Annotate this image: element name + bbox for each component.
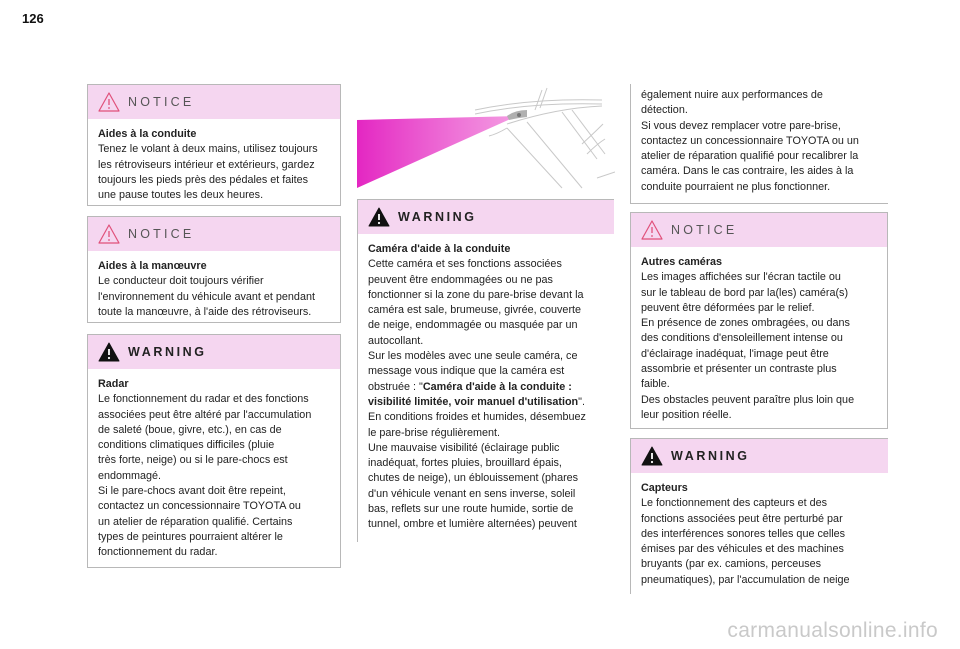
notice-header	[88, 217, 340, 251]
text-line: toujours les pieds près des pédales et faites	[98, 173, 309, 186]
text-line: endommagé.	[98, 469, 162, 482]
notice-label: NOTICE	[128, 95, 195, 109]
warning-header	[358, 200, 614, 234]
text-line	[368, 380, 604, 395]
warning-body	[631, 473, 888, 596]
text-line: pneumatiques), par l'accumulation de neige	[641, 573, 850, 586]
text-line: des conditions d'ensoleillement intense ou	[641, 332, 843, 345]
warning-outline-icon	[641, 220, 663, 240]
warning-title: Capteurs	[641, 482, 688, 494]
warning-header	[88, 335, 340, 369]
text-line: toute la manœuvre, à l'aide des rétroviseurs.	[98, 305, 312, 318]
text-line: chutes de neige), un éblouissement (phares	[368, 472, 579, 485]
text-line: fonctionnement du radar.	[98, 546, 218, 559]
text-line: d'un véhicule venant en sens inverse, soleil	[368, 487, 576, 500]
text-line: peuvent être endommagées ou ne pas	[368, 273, 553, 286]
camera-message-part-2: visibilité limitée, voir manuel d'utilisation	[368, 395, 579, 408]
warning-label: WARNING	[671, 449, 750, 463]
text-line: caméra. Dans le cas contraire, les aides à la	[641, 165, 854, 178]
camera-beam	[357, 116, 517, 188]
notice-header	[88, 85, 340, 119]
text-line: contactez un concessionnaire TOYOTA ou un	[641, 134, 859, 147]
text-line: Cette caméra et ses fonctions associées	[368, 258, 562, 271]
warning-filled-icon	[641, 446, 663, 466]
text-line: conduite pourraient ne plus fonctionner.	[641, 180, 831, 193]
notice-header	[631, 213, 887, 247]
text-line: contactez un concessionnaire TOYOTA ou	[98, 500, 301, 513]
text-line: inadéquat, fortes pluies, brouillard épais,	[368, 457, 562, 470]
warning-filled-icon	[98, 342, 120, 362]
page-number: 126	[22, 11, 44, 26]
windshield-camera-illustration	[357, 84, 615, 192]
notice-box-other-cameras	[630, 212, 888, 429]
text-line: leur position réelle.	[641, 408, 732, 421]
text-line: l'environnement du véhicule avant et pendant	[98, 290, 315, 303]
warning-box-driving-camera	[357, 199, 614, 542]
notice-label: NOTICE	[671, 223, 738, 237]
notice-box-driving-aids	[87, 84, 341, 206]
notice-title: Autres caméras	[641, 256, 723, 268]
text-line: Tenez le volant à deux mains, utilisez toujours	[98, 143, 318, 156]
text-line: Si vous devez remplacer votre pare-brise,	[641, 119, 841, 132]
text-line: fonctionner si la zone du pare-brise devant la	[368, 288, 584, 301]
text-line: Les images affichées sur l'écran tactile ou	[641, 271, 841, 284]
text-line: types de peintures pourraient altérer le	[98, 530, 283, 543]
text-line: les rétroviseurs intérieur et extérieurs, gardez	[98, 158, 315, 171]
text-line: Le fonctionnement des capteurs et des	[641, 497, 828, 510]
notice-body	[88, 119, 340, 211]
text-line: émises par des véhicules et des machines	[641, 543, 844, 556]
warning-outline-icon	[98, 224, 120, 244]
text-line: également nuire aux performances de	[641, 89, 823, 101]
text-line: assombrie et présenter un contraste plus	[641, 363, 837, 376]
text-line: peuvent être déformées par le relief.	[641, 301, 815, 314]
camera-warning-continued	[641, 88, 891, 195]
text-line: Le fonctionnement du radar et des fonctions	[98, 393, 309, 406]
text-line: bruyants (par ex. camions, perceuses	[641, 558, 822, 571]
text-line: associées peut être altéré par l'accumulation	[98, 408, 312, 421]
warning-title: Caméra d'aide à la conduite	[368, 243, 511, 255]
camera-message-part-1: Caméra d'aide à la conduite :	[422, 380, 572, 393]
notice-label: NOTICE	[128, 227, 195, 241]
text-line: des interférences sonores telles que celles	[641, 527, 846, 540]
text-line: Des obstacles peuvent paraître plus loin que	[641, 393, 855, 406]
warning-header	[631, 439, 888, 473]
text-line: message vous indique que la caméra est	[368, 365, 565, 378]
notice-body	[88, 251, 340, 328]
continued-bottom-rule	[630, 203, 888, 204]
warning-label: WARNING	[128, 345, 207, 359]
text-line: d'éclairage inadéquat, l'image peut être	[641, 347, 829, 360]
warning-body	[358, 234, 614, 541]
warning-body	[88, 369, 340, 569]
text-line: caméra est sale, brumeuse, givrée, couverte	[368, 304, 582, 317]
warning-outline-icon	[98, 92, 120, 112]
text-line: Si le pare-chocs avant doit être repeint,	[98, 485, 286, 498]
warning-box-sensors	[630, 438, 888, 594]
obstructed-prefix: obstruée : "	[368, 380, 423, 393]
text-line: le pare-brise régulièrement.	[368, 426, 501, 439]
text-line	[368, 395, 604, 410]
text-line: Sur les modèles avec une seule caméra, ce	[368, 350, 578, 363]
notice-title: Aides à la conduite	[98, 128, 197, 140]
text-line: une pause toutes les deux heures.	[98, 189, 264, 202]
text-line: autocollant.	[368, 334, 424, 347]
text-line: détection.	[641, 104, 688, 117]
text-line: sur le tableau de bord par la(les) caméra(s)	[641, 286, 849, 299]
text-line: fonctions associées peut être perturbé par	[641, 512, 843, 525]
warning-title: Radar	[98, 378, 129, 390]
text-line: En conditions froides et humides, désembuez	[368, 411, 586, 424]
text-line: de neige, endommagée ou masquée par un	[368, 319, 578, 332]
column-divider	[630, 84, 631, 204]
warning-filled-icon	[368, 207, 390, 227]
text-line: un atelier de réparation qualifié. Certains	[98, 515, 293, 528]
watermark: carmanualsonline.info	[727, 619, 938, 642]
notice-title: Aides à la manœuvre	[98, 260, 207, 272]
text-line: atelier de réparation qualifié pour recalibrer la	[641, 150, 859, 163]
notice-box-maneuver-aids	[87, 216, 341, 323]
message-suffix: ".	[578, 395, 585, 408]
text-line: de saleté (boue, givre, etc.), en cas de	[98, 423, 282, 436]
text-line: conditions climatiques difficiles (pluie	[98, 439, 275, 452]
text-line: Le conducteur doit toujours vérifier	[98, 275, 264, 288]
text-line: En présence de zones ombragées, ou dans	[641, 317, 850, 330]
text-line: tunnel, ombre et lumière alternées) peuvent	[368, 518, 577, 531]
warning-label: WARNING	[398, 210, 477, 224]
text-line: très forte, neige) ou si le pare-chocs est	[98, 454, 288, 467]
text-line: faible.	[641, 378, 670, 391]
text-line: Une mauvaise visibilité (éclairage public	[368, 441, 560, 454]
notice-body	[631, 247, 887, 431]
text-line: bas, reflets sur une route humide, sortie de	[368, 503, 574, 516]
warning-box-radar	[87, 334, 341, 568]
